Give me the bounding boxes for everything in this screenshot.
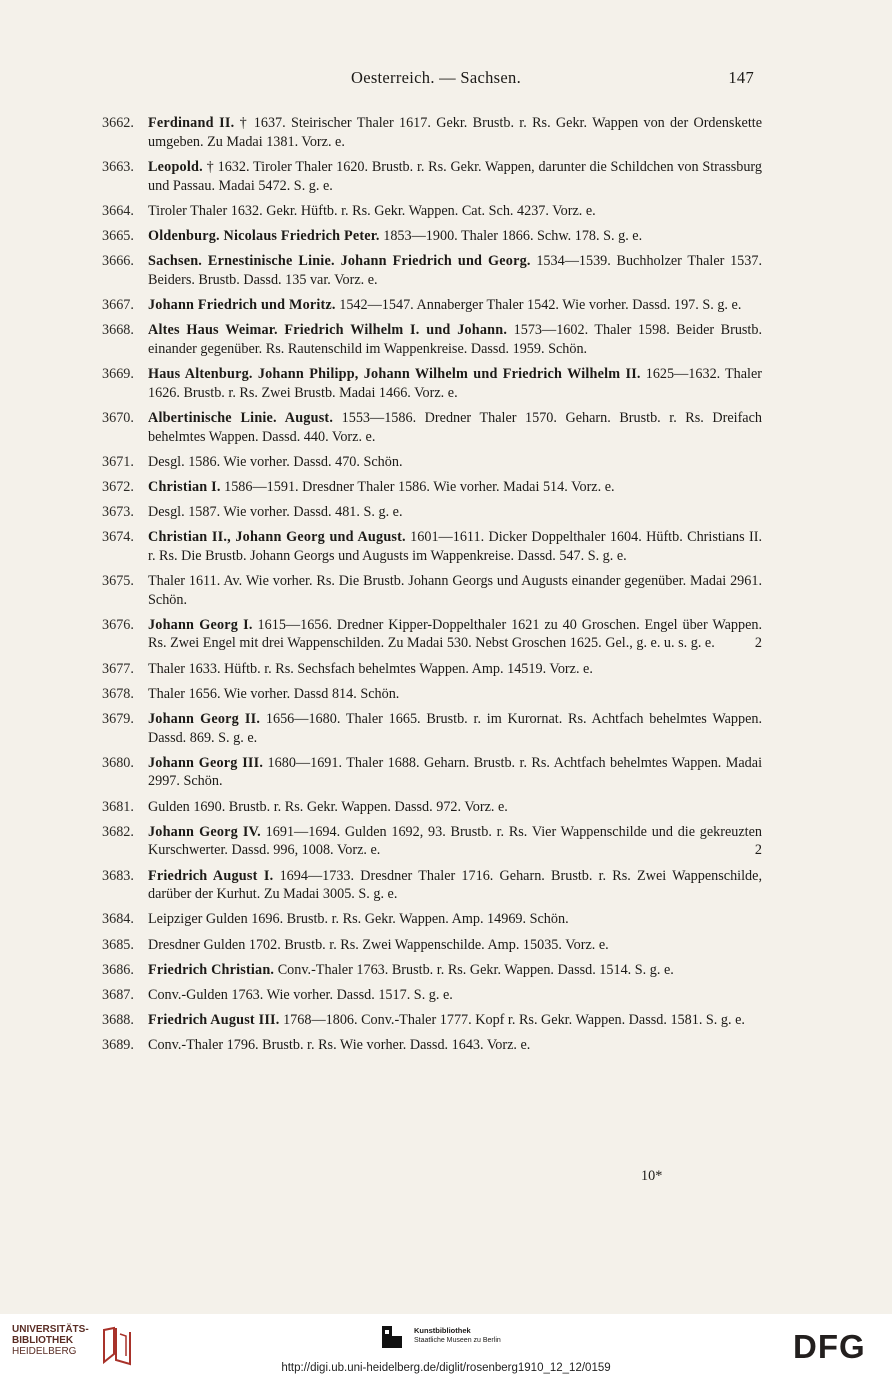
entry-text: 1586—1591. Dresdner Thaler 1586. Wie vorher. Madai 514. Vorz. e. [224,478,615,495]
catalogue-entry [102,754,762,792]
entry-body [148,798,762,817]
entry-body [148,365,762,403]
entry-count: 2 [754,842,762,859]
entry-title: Altes Haus Weimar. Friedrich Wilhelm I. und Johann. [148,321,508,338]
catalogue-entry [102,227,762,246]
entry-number: 3678. [102,685,134,702]
entry-title: Sachsen. Ernestinische Linie. Johann Friedrich und Georg. [148,252,531,269]
entry-number: 3687. [102,986,134,1003]
entry-number: 3677. [102,660,134,677]
entry-title: Christian I. [148,478,221,495]
entry-number: 3664. [102,202,134,219]
entry-body [148,986,762,1005]
ub-logo-line: BIBLIOTHEK [12,1335,74,1346]
catalogue-entry [102,1036,762,1055]
entry-number: 3665. [102,227,134,244]
entry-text: Dresdner Gulden 1702. Brustb. r. Rs. Zwei Wappenschilde. Amp. 15035. Vorz. e. [148,936,609,953]
entry-number: 3680. [102,754,134,771]
entry-body [148,1011,762,1030]
entry-title: Friedrich August III. [148,1011,280,1028]
catalogue-entry [102,710,762,748]
entry-number: 3671. [102,453,134,470]
entry-text: 1768—1806. Conv.-Thaler 1777. Kopf r. Rs. Gekr. Wappen. Dassd. 1581. S. g. e. [283,1011,745,1028]
entry-text: Thaler 1611. Av. Wie vorher. Rs. Die Brustb. Johann Georgs und Augusts einander gegenüber. Madai 2961. Schön. [148,572,762,608]
entry-title: Friedrich August I. [148,867,274,884]
entry-number: 3676. [102,616,134,633]
catalogue-entry [102,867,762,905]
permalink-url[interactable]: http://digi.ub.uni-heidelberg.de/diglit/rosenberg1910_12_12/0159 [281,1362,611,1374]
entry-count: 2 [754,635,762,652]
entry-number: 3673. [102,503,134,520]
entry-title: Friedrich Christian. [148,961,275,978]
entry-number: 3679. [102,710,134,727]
catalogue-entry [102,616,762,654]
catalogue-entry [102,158,762,196]
catalogue-entry [102,528,762,566]
entry-body [148,660,762,679]
catalogue-entries [102,114,762,1061]
kb-subtitle: Staatliche Museen zu Berlin [414,1337,501,1344]
entry-text: 1625—1632. Thaler 1626. Brustb. r. Rs. Zwei Brustb. Madai 1466. Vorz. e. [148,365,763,401]
entry-number: 3669. [102,365,134,382]
kunstbibliothek-logo[interactable] [380,1324,540,1354]
entry-body [148,616,762,654]
entry-text: 1680—1691. Thaler 1688. Geharn. Brustb. r. Rs. Achtfach behelmtes Wappen. Madai 2997. Schön. [148,754,763,790]
entry-text: Thaler 1633. Hüftb. r. Rs. Sechsfach behelmtes Wappen. Amp. 14519. Vorz. e. [148,660,593,677]
entry-number: 3663. [102,158,134,175]
entry-title: Leopold. [148,158,203,175]
catalogue-entry [102,1011,762,1030]
entry-body [148,114,762,152]
entry-number: 3675. [102,572,134,589]
entry-body [148,296,762,315]
entry-number: 3666. [102,252,134,269]
entry-title: Johann Georg II. [148,710,261,727]
entry-number: 3670. [102,409,134,426]
entry-title: Johann Georg I. [148,616,253,633]
entry-body [148,1036,762,1055]
header-title: Oesterreich. — Sachsen. [350,68,521,87]
entry-body [148,478,762,497]
catalogue-entry [102,202,762,221]
catalogue-entry [102,296,762,315]
entry-number: 3668. [102,321,134,338]
catalogue-entry [102,503,762,522]
entry-body [148,910,762,929]
entry-number: 3681. [102,798,134,815]
catalogue-entry [102,572,762,610]
entry-number: 3689. [102,1036,134,1053]
catalogue-entry [102,660,762,679]
entry-body [148,754,762,792]
entry-text: † 1637. Steirischer Thaler 1617. Gekr. Brustb. r. Rs. Gekr. Wappen von der Ordenskette umgeben. Zu Madai 1381. Vorz. e. [148,115,763,150]
entry-number: 3683. [102,867,134,884]
catalogue-entry [102,685,762,704]
catalogue-entry [102,365,762,403]
entry-text: Conv.-Thaler 1796. Brustb. r. Rs. Wie vorher. Dassd. 1643. Vorz. e. [148,1036,531,1053]
catalogue-entry [102,986,762,1005]
ub-logo-line: HEIDELBERG [12,1346,77,1357]
entry-number: 3686. [102,961,134,978]
entry-number: 3684. [102,911,134,928]
entry-body [148,409,762,447]
entry-text: Gulden 1690. Brustb. r. Rs. Gekr. Wappen. Dassd. 972. Vorz. e. [148,798,508,815]
entry-text: 1573—1602. Thaler 1598. Beider Brustb. einander gegenüber. Rs. Rautenschild im Wappenkreise. Dassd. 1959. Schön. [148,321,763,357]
entry-text: 1601—1611. Dicker Doppelthaler 1604. Hüftb. Christians II. r. Rs. Die Brustb. Johann Georgs und Augusts im Wappenkreise. Dassd. 547. S. g. e. [148,528,762,564]
entry-body [148,528,762,566]
entry-body [148,572,762,610]
kb-title: Kunstbibliothek [414,1326,471,1335]
entry-body [148,252,762,290]
entry-body [148,936,762,955]
catalogue-entry [102,823,762,861]
entry-body [148,710,762,748]
entry-title: Haus Altenburg. Johann Philipp, Johann Wilhelm und Friedrich Wilhelm II. [148,365,641,382]
entry-body [148,158,762,196]
entry-body [148,503,762,522]
entry-title: Johann Friedrich und Moritz. [148,296,336,313]
entry-number: 3667. [102,296,134,313]
entry-text: 1853—1900. Thaler 1866. Schw. 178. S. g. e. [383,227,643,244]
entry-number: 3672. [102,478,134,495]
dfg-logo[interactable]: DFG [793,1328,866,1365]
entry-text: Thaler 1656. Wie vorher. Dassd 814. Schön. [148,685,400,702]
catalogue-entry [102,798,762,817]
entry-text: Tiroler Thaler 1632. Gekr. Hüftb. r. Rs. Gekr. Wappen. Cat. Sch. 4237. Vorz. e. [148,202,596,219]
entry-number: 3682. [102,823,134,840]
catalogue-entry [102,936,762,955]
catalogue-entry [102,114,762,152]
entry-text: 1534—1539. Buchholzer Thaler 1537. Beiders. Brustb. Dassd. 135 var. Vorz. e. [148,252,762,288]
entry-number: 3662. [102,115,134,131]
entry-title: Oldenburg. Nicolaus Friedrich Peter. [148,227,380,244]
entry-title: Albertinische Linie. August. [148,409,334,426]
running-header [110,68,762,90]
entry-title: Johann Georg IV. [148,823,261,840]
footer-bar [0,1314,892,1378]
entry-text: Conv.-Thaler 1763. Brustb. r. Rs. Gekr. Wappen. Dassd. 1514. S. g. e. [277,961,674,978]
entry-number: 3685. [102,936,134,953]
entry-title: Christian II., Johann Georg und August. [148,528,406,545]
entry-body [148,961,762,980]
entry-text: 1553—1586. Dredner Thaler 1570. Geharn. Brustb. r. Rs. Dreifach behelmtes Wappen. Dassd. 440. Vorz. e. [148,409,762,445]
entry-number: 3688. [102,1011,134,1028]
entry-text: 1694—1733. Dresdner Thaler 1716. Geharn. Brustb. r. Rs. Zwei Wappenschilde, darüber der Kurhut. Zu Madai 3005. S. g. e. [148,867,762,903]
entry-text: Conv.-Gulden 1763. Wie vorher. Dassd. 1517. S. g. e. [148,986,453,1003]
entry-number: 3674. [102,528,134,545]
entry-body [148,227,762,246]
catalogue-entry [102,321,762,359]
entry-text: 1691—1694. Gulden 1692, 93. Brustb. r. Rs. Vier Wappenschilde und die gekreuzten Kurschwerter. Dassd. 996, 1008. Vorz. e. [148,823,763,859]
entry-text: † 1632. Tiroler Thaler 1620. Brustb. r. Rs. Gekr. Wappen, darunter die Schildchen von Strassburg und Passau. Madai 5472. S. g. e. [148,158,762,194]
signature-mark: 10* [641,1168,663,1184]
ub-logo-line: UNIVERSITÄTS- [12,1324,89,1335]
page-number: 147 [728,68,754,87]
kunstbibliothek-icon [380,1324,404,1350]
ub-emblem-icon [100,1324,136,1366]
catalogue-entry [102,252,762,290]
entry-text: Leipziger Gulden 1696. Brustb. r. Rs. Gekr. Wappen. Amp. 14969. Schön. [148,911,569,928]
entry-title: Johann Georg III. [148,754,264,771]
entry-text: 1656—1680. Thaler 1665. Brustb. r. im Kurornat. Rs. Achtfach behelmtes Wappen. Dassd. 869. S. g. e. [148,710,763,746]
entry-body [148,867,762,905]
entry-body [148,453,762,472]
entry-body [148,202,762,221]
entry-title: Ferdinand II. [148,115,235,131]
catalogue-entry [102,453,762,472]
catalogue-entry [102,961,762,980]
catalogue-entry [102,478,762,497]
entry-body [148,823,762,861]
catalogue-entry [102,409,762,447]
entry-text: 1542—1547. Annaberger Thaler 1542. Wie vorher. Dassd. 197. S. g. e. [339,296,742,313]
entry-text: Desgl. 1587. Wie vorher. Dassd. 481. S. g. e. [148,503,403,520]
entry-text: Desgl. 1586. Wie vorher. Dassd. 470. Schön. [148,453,403,470]
entry-body [148,321,762,359]
entry-body [148,685,762,704]
entry-text: 1615—1656. Dredner Kipper-Doppelthaler 1621 zu 40 Groschen. Engel über Wappen. Rs. Zwei Engel mit drei Wappenschilden. Zu Madai 530. Nebst Groschen 1625. Gel., g. e. u. s. g. e. [148,616,763,652]
catalogue-entry [102,910,762,929]
